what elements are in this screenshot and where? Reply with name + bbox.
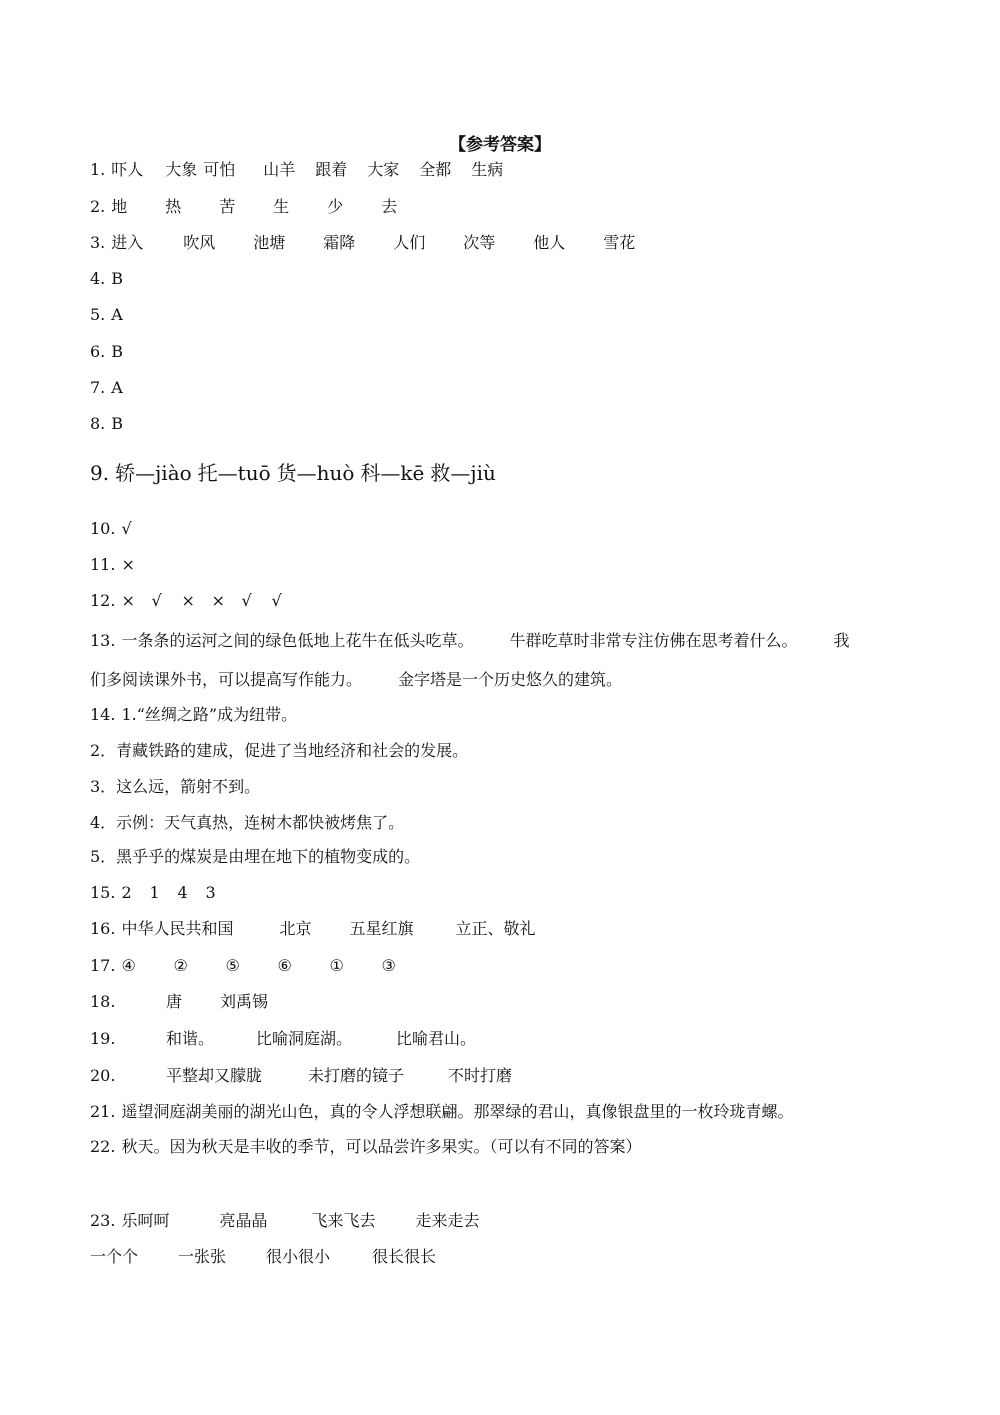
- answer-item: 救—jiù: [430, 461, 496, 485]
- answer-item: 人们: [393, 233, 426, 252]
- answer-item: 霜降: [323, 233, 356, 252]
- answer-item: 一张张: [178, 1247, 227, 1266]
- answer-item: ③: [381, 956, 396, 975]
- answer-15: [90, 882, 216, 904]
- answer-21: [90, 1101, 793, 1123]
- answer-10: [90, 518, 132, 540]
- answer-14-sub-5: [90, 846, 420, 868]
- answer-item: 立正、敬礼: [455, 919, 536, 938]
- answer-1: [90, 159, 503, 181]
- answer-item: 和谐。: [166, 1029, 215, 1048]
- answer-number: 6.: [90, 342, 106, 361]
- answer-item: 亮晶晶: [219, 1211, 268, 1230]
- answer-number: 10.: [90, 519, 116, 538]
- answer-item: ②: [173, 956, 188, 975]
- answer-item: 刘禹锡: [220, 992, 269, 1011]
- answer-item: ④: [121, 956, 136, 975]
- answer-number: 23.: [90, 1211, 116, 1230]
- answer-number: 20.: [90, 1066, 116, 1085]
- answer-item: 他人: [533, 233, 566, 252]
- answer-number: 8.: [90, 414, 106, 433]
- answer-item: 进入: [111, 233, 144, 252]
- answer-item: 生: [273, 197, 290, 216]
- answer-2: [90, 196, 397, 218]
- answer-5: [90, 304, 123, 326]
- answer-item: 可怕: [203, 160, 236, 179]
- answer-item: √: [151, 591, 162, 610]
- answer-item: √: [271, 591, 282, 610]
- answer-text: 遥望洞庭湖美丽的湖光山色，真的令人浮想联翩。那翠绿的君山，真像银盘里的一枚玲珑青螺。: [121, 1102, 794, 1121]
- answer-item: 大象: [165, 160, 198, 179]
- answer-item: 山羊: [263, 160, 296, 179]
- answer-item: 地: [111, 197, 128, 216]
- answer-text: B: [111, 414, 124, 433]
- answer-number: 9.: [90, 461, 110, 485]
- answer-item: 少: [327, 197, 344, 216]
- answer-18: [90, 991, 268, 1013]
- answer-14-sub-3: [90, 776, 260, 798]
- answer-4: [90, 268, 123, 290]
- answer-item: 苦: [219, 197, 236, 216]
- answer-19: [90, 1028, 476, 1050]
- answer-sub-1: 1.“丝绸之路”成为纽带。: [121, 705, 298, 724]
- answer-item: ×: [181, 591, 195, 610]
- answer-item: 货—huò: [276, 461, 355, 485]
- answer-sub-3: 3．这么远，箭射不到。: [90, 777, 261, 796]
- answer-number: 18.: [90, 992, 116, 1011]
- answer-text: ×: [121, 555, 135, 574]
- answer-22: [90, 1136, 641, 1158]
- answer-item: 吹风: [183, 233, 216, 252]
- answer-item: ⑤: [225, 956, 240, 975]
- answer-item: √: [241, 591, 252, 610]
- answer-sub-4: 4．示例：天气真热，连树木都快被烤焦了。: [90, 813, 405, 832]
- answer-item: 1: [149, 883, 160, 902]
- answer-number: 15.: [90, 883, 116, 902]
- answer-number: 12.: [90, 591, 116, 610]
- answer-item: ×: [121, 591, 135, 610]
- answer-12: [90, 590, 282, 612]
- answer-14: [90, 704, 297, 726]
- answer-number: 19.: [90, 1029, 116, 1048]
- answer-item: 比喻君山。: [396, 1029, 477, 1048]
- answer-item: 热: [165, 197, 182, 216]
- answer-sub-2: 2．青藏铁路的建成，促进了当地经济和社会的发展。: [90, 741, 469, 760]
- answer-text: √: [121, 519, 132, 538]
- answer-sub-5: 5．黑乎乎的煤炭是由埋在地下的植物变成的。: [90, 847, 421, 866]
- answer-item: 3: [205, 883, 216, 902]
- answer-item: 跟着: [315, 160, 348, 179]
- answer-item: 中华人民共和国: [121, 919, 234, 938]
- answer-item: ⑥: [277, 956, 292, 975]
- answer-item: 去: [381, 197, 398, 216]
- answer-item: 一个个: [90, 1247, 139, 1266]
- answer-item: 唐: [166, 992, 183, 1011]
- answer-text: 秋天。因为秋天是丰收的季节，可以品尝许多果实。（可以有不同的答案）: [121, 1137, 642, 1156]
- answer-item: 全都: [419, 160, 452, 179]
- answer-16: [90, 918, 535, 940]
- answer-item: 牛群吃草时非常专注仿佛在思考着什么。: [509, 631, 798, 650]
- answer-number: 21.: [90, 1102, 116, 1121]
- answer-11: [90, 554, 135, 576]
- answer-text: A: [111, 305, 123, 324]
- answer-item: 2: [121, 883, 132, 902]
- answer-13-line-2: [90, 669, 622, 691]
- answer-17: [90, 955, 396, 977]
- answer-number: 4.: [90, 269, 106, 288]
- answer-number: 13.: [90, 631, 116, 650]
- answer-20: [90, 1065, 512, 1087]
- answer-item: 走来走去: [415, 1211, 480, 1230]
- answer-number: 3.: [90, 233, 106, 252]
- answer-item: 乐呵呵: [121, 1211, 170, 1230]
- answer-23-line-2: [90, 1246, 436, 1268]
- answer-3: [90, 232, 635, 254]
- answer-item: 飞来飞去: [311, 1211, 376, 1230]
- answer-item: 很长很长: [372, 1247, 437, 1266]
- answer-text: A: [111, 378, 123, 397]
- answer-item: 科—kē: [360, 461, 425, 485]
- answer-number: 17.: [90, 956, 116, 975]
- answer-23-line-1: [90, 1210, 479, 1232]
- answer-item: 五星红旗: [349, 919, 414, 938]
- answer-item: 金字塔是一个历史悠久的建筑。: [398, 670, 623, 689]
- answer-item: 平整却又朦胧: [166, 1066, 263, 1085]
- answer-number: 22.: [90, 1137, 116, 1156]
- answer-14-sub-4: [90, 812, 404, 834]
- answer-7: [90, 377, 123, 399]
- answer-item: 不时打磨: [448, 1066, 513, 1085]
- answer-item: 雪花: [603, 233, 636, 252]
- answer-item: 生病: [471, 160, 504, 179]
- answer-item: 大家: [367, 160, 400, 179]
- answer-item: 很小很小: [266, 1247, 331, 1266]
- answer-item: 吓人: [111, 160, 144, 179]
- answer-number: 11.: [90, 555, 116, 574]
- answer-9: [90, 462, 496, 484]
- answer-text: B: [111, 342, 124, 361]
- answer-13-line-1: [90, 630, 850, 652]
- answer-item: 托—tuō: [197, 461, 271, 485]
- answer-number: 1.: [90, 160, 106, 179]
- answer-item: 我: [833, 631, 850, 650]
- answer-text: B: [111, 269, 124, 288]
- answer-item: 一条条的运河之间的绿色低地上花牛在低头吃草。: [121, 631, 474, 650]
- answer-8: [90, 413, 123, 435]
- answer-item: 北京: [279, 919, 312, 938]
- answer-item: 比喻洞庭湖。: [256, 1029, 353, 1048]
- answer-number: 16.: [90, 919, 116, 938]
- answer-number: 2.: [90, 197, 106, 216]
- answer-number: 5.: [90, 305, 106, 324]
- answer-number: 7.: [90, 378, 106, 397]
- answer-item: 未打磨的镜子: [308, 1066, 405, 1085]
- answer-item: 4: [177, 883, 188, 902]
- page-title: 【参考答案】: [449, 135, 551, 155]
- answer-item: 池塘: [253, 233, 286, 252]
- answer-6: [90, 341, 123, 363]
- answer-item: ①: [329, 956, 344, 975]
- answer-item: 次等: [463, 233, 496, 252]
- answer-item: 们多阅读课外书，可以提高写作能力。: [90, 670, 363, 689]
- answer-number: 14.: [90, 705, 116, 724]
- answer-item: 轿—jiào: [115, 461, 192, 485]
- answer-item: ×: [211, 591, 225, 610]
- answer-14-sub-2: [90, 740, 468, 762]
